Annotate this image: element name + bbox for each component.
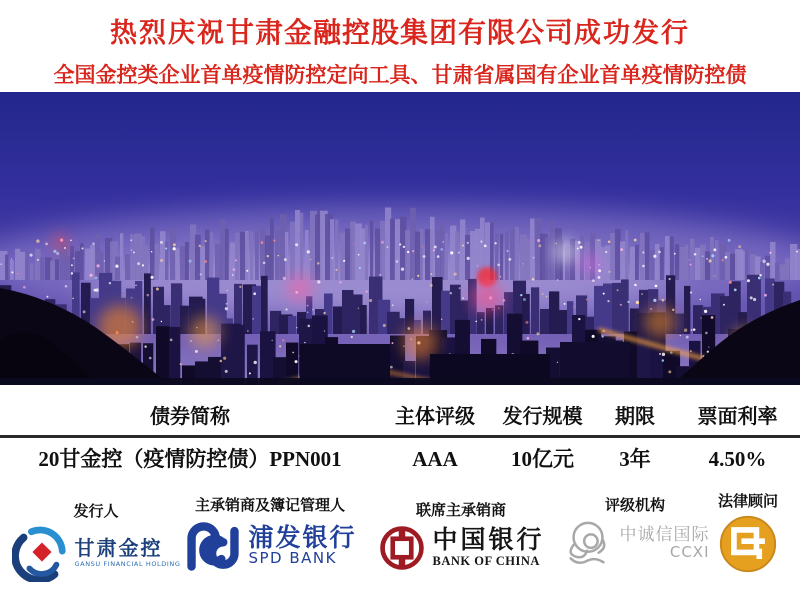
title-suffix: 成功发行 xyxy=(574,18,690,48)
law-firm-logo-icon xyxy=(718,514,778,574)
spd-bank-logo-icon xyxy=(183,518,243,574)
party-rating-agency xyxy=(552,494,718,570)
cell-issuer-rating: AAA xyxy=(412,447,458,471)
col-header-issuer-rating: 主体评级 xyxy=(395,406,475,428)
party-role-label: 联席主承销商 xyxy=(415,503,506,519)
page-title xyxy=(0,11,800,51)
cell-coupon-rate: 4.50% xyxy=(708,447,767,471)
party-name: 中诚信国际 xyxy=(619,525,710,546)
ccxi-elephant-logo-icon xyxy=(561,518,615,570)
col-header-tenor: 期限 xyxy=(615,406,655,428)
gansu-financial-holding-logo-icon xyxy=(12,524,70,582)
party-name: 浦发银行 xyxy=(248,523,357,552)
col-header-coupon-rate: 票面利率 xyxy=(697,406,778,428)
parties-row xyxy=(0,490,800,598)
city-photo-night-skyline xyxy=(0,92,800,385)
party-role-label: 评级机构 xyxy=(604,498,665,514)
title-prefix: 热烈庆祝 xyxy=(109,18,226,48)
city-photo-art xyxy=(0,92,800,385)
bond-summary-table xyxy=(0,399,800,480)
party-name: 甘肃金控 xyxy=(74,536,163,561)
table-row xyxy=(0,438,800,480)
party-role-label: 发行人 xyxy=(73,504,119,520)
col-header-bond-name: 债券简称 xyxy=(150,406,230,428)
party-subname: GANSU FINANCIAL HOLDING xyxy=(74,560,181,569)
bank-of-china-logo-icon xyxy=(377,523,427,573)
table-header-row xyxy=(0,399,800,435)
page-subtitle: 全国金控类企业首单疫情防控定向工具、甘肃省属国有企业首单疫情防控债 xyxy=(53,63,747,87)
party-legal-counsel xyxy=(702,490,794,574)
cell-issue-size: 10亿元 xyxy=(511,447,574,471)
party-role-label: 法律顾问 xyxy=(717,494,778,510)
party-role-label: 主承销商及簿记管理人 xyxy=(194,498,345,514)
party-lead-underwriter xyxy=(176,494,364,574)
party-subname: SPD BANK xyxy=(248,549,337,568)
party-subname: BANK OF CHINA xyxy=(432,553,540,568)
party-subname: CCXI xyxy=(669,543,710,562)
party-joint-lead-underwriter xyxy=(370,499,552,573)
cell-tenor: 3年 xyxy=(619,447,651,471)
party-issuer xyxy=(12,500,180,582)
col-header-issue-size: 发行规模 xyxy=(502,406,583,428)
title-company: 甘肃金融控股集团有限公司 xyxy=(225,16,574,49)
cell-bond-name: 20甘金控（疫情防控债）PPN001 xyxy=(38,447,342,471)
party-name: 中国银行 xyxy=(432,527,545,555)
